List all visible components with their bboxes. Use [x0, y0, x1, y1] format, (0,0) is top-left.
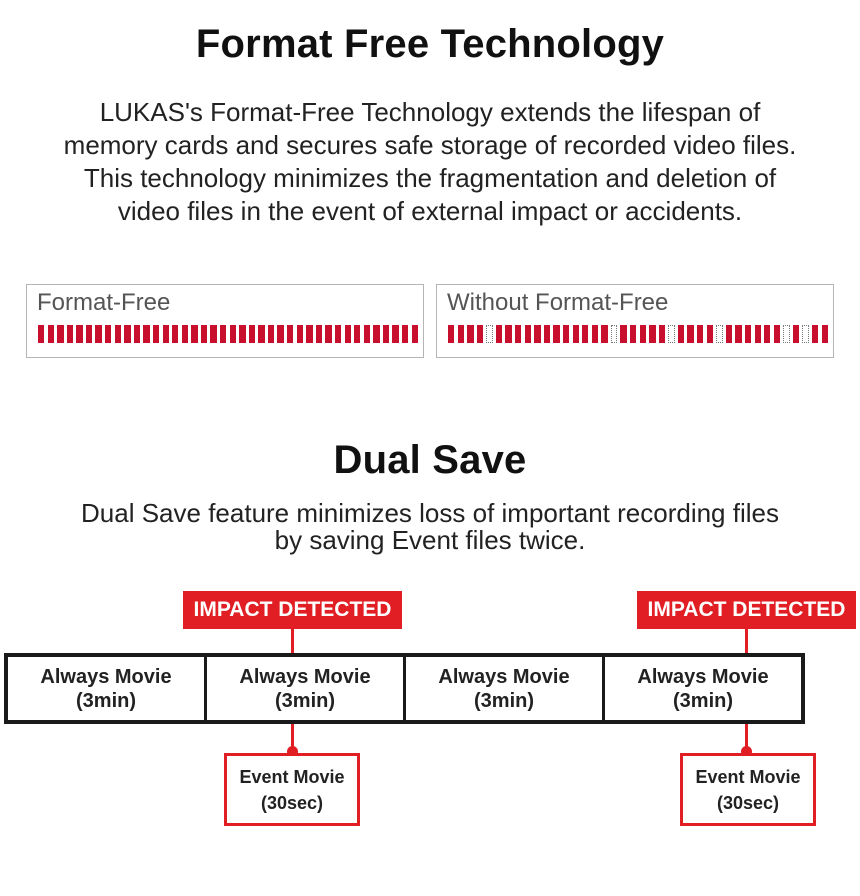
memory-segment [297, 325, 303, 343]
memory-segment [774, 325, 780, 343]
memory-segment [38, 325, 44, 343]
memory-segment [582, 325, 588, 343]
fragmented-segment [611, 325, 617, 343]
format-free-description-line: This technology minimizes the fragmentation and deletion of [83, 163, 777, 193]
memory-segment [392, 325, 398, 343]
memory-segment [563, 325, 569, 343]
memory-segment [697, 325, 703, 343]
timeline-segment [403, 657, 602, 720]
memory-segment [726, 325, 732, 343]
memory-segment [57, 325, 63, 343]
memory-segment [67, 325, 73, 343]
memory-segment [687, 325, 693, 343]
format-free-description-line: video files in the event of external impact or accidents. [117, 196, 743, 226]
memory-segment [258, 325, 264, 343]
memory-segment [306, 325, 312, 343]
memory-segment [76, 325, 82, 343]
memory-segment [182, 325, 188, 343]
memory-segment [210, 325, 216, 343]
format-free-description-line: LUKAS's Format-Free Technology extends the lifespan of [99, 97, 761, 127]
without-format-free-panel [436, 284, 834, 358]
memory-segment [124, 325, 130, 343]
memory-segment [364, 325, 370, 343]
event-movie-duration: (30sec) [260, 792, 324, 813]
memory-segment [153, 325, 159, 343]
memory-segment [335, 325, 341, 343]
timeline-segment-name: Always Movie [438, 665, 570, 688]
format-free-description [0, 96, 860, 228]
memory-segment [105, 325, 111, 343]
memory-segment [383, 325, 389, 343]
memory-segment [191, 325, 197, 343]
fragmented-segment [783, 325, 789, 343]
dual-save-description [0, 500, 860, 554]
memory-segment [505, 325, 511, 343]
timeline-segment-name: Always Movie [239, 665, 371, 688]
memory-segment [48, 325, 54, 343]
memory-segment [412, 325, 418, 343]
without-format-free-segment-bar [448, 325, 831, 343]
event-movie-name: Event Movie [695, 766, 801, 787]
memory-segment [249, 325, 255, 343]
timeline-segment-name: Always Movie [637, 665, 769, 688]
memory-segment [277, 325, 283, 343]
timeline-segment [602, 657, 801, 720]
timeline-segment-duration: (3min) [76, 689, 136, 712]
format-free-segment-bar [38, 325, 421, 343]
memory-segment [707, 325, 713, 343]
memory-segment [163, 325, 169, 343]
fragmented-segment [716, 325, 722, 343]
impact-connector-line [291, 629, 294, 653]
event-movie-box [224, 753, 360, 826]
memory-segment [143, 325, 149, 343]
dual-save-description-line: by saving Event files twice. [274, 525, 586, 555]
format-free-title: Format Free Technology [195, 22, 665, 66]
memory-segment [325, 325, 331, 343]
fragmented-segment [668, 325, 674, 343]
dual-save-description-line: Dual Save feature minimizes loss of important recording files [81, 498, 779, 528]
format-free-panel-label: Format-Free [37, 289, 171, 316]
format-free-panel [26, 284, 424, 358]
memory-segment [172, 325, 178, 343]
memory-segment [115, 325, 121, 343]
memory-segment [793, 325, 799, 343]
memory-segment [467, 325, 473, 343]
memory-segment [239, 325, 245, 343]
memory-segment [649, 325, 655, 343]
memory-segment [812, 325, 818, 343]
timeline-segment-duration: (3min) [673, 689, 733, 712]
event-movie-name: Event Movie [239, 766, 345, 787]
memory-segment [630, 325, 636, 343]
memory-segment [735, 325, 741, 343]
memory-segment [515, 325, 521, 343]
memory-segment [755, 325, 761, 343]
memory-segment [345, 325, 351, 343]
memory-segment [134, 325, 140, 343]
event-movie-duration: (30sec) [716, 792, 780, 813]
event-movie-box [680, 753, 816, 826]
memory-segment [620, 325, 626, 343]
memory-segment [477, 325, 483, 343]
fragmented-segment [802, 325, 808, 343]
impact-detected-tag: IMPACT DETECTED [183, 591, 402, 629]
memory-segment [601, 325, 607, 343]
impact-connector-line [745, 629, 748, 653]
without-format-free-panel-label: Without Format-Free [447, 289, 669, 316]
memory-segment [659, 325, 665, 343]
memory-segment [534, 325, 540, 343]
memory-segment [316, 325, 322, 343]
memory-segment [220, 325, 226, 343]
timeline-segment-name: Always Movie [40, 665, 172, 688]
timeline-segment-duration: (3min) [275, 689, 335, 712]
memory-segment [230, 325, 236, 343]
memory-segment [745, 325, 751, 343]
memory-segment [354, 325, 360, 343]
memory-segment [95, 325, 101, 343]
memory-segment [553, 325, 559, 343]
memory-segment [268, 325, 274, 343]
memory-segment [678, 325, 684, 343]
timeline-segment [204, 657, 403, 720]
memory-segment [496, 325, 502, 343]
timeline-segment [8, 657, 204, 720]
memory-segment [402, 325, 408, 343]
memory-segment [201, 325, 207, 343]
memory-segment [448, 325, 454, 343]
memory-segment [544, 325, 550, 343]
memory-segment [764, 325, 770, 343]
format-free-description-line: memory cards and secures safe storage of recorded video files. [63, 130, 797, 160]
memory-segment [640, 325, 646, 343]
impact-detected-tag: IMPACT DETECTED [637, 591, 856, 629]
timeline-segment-duration: (3min) [474, 689, 534, 712]
memory-segment [287, 325, 293, 343]
memory-segment [592, 325, 598, 343]
dual-save-title: Dual Save [333, 438, 527, 482]
fragmented-segment [486, 325, 492, 343]
memory-segment [373, 325, 379, 343]
memory-segment [86, 325, 92, 343]
memory-segment [573, 325, 579, 343]
recording-timeline [4, 653, 805, 724]
memory-segment [525, 325, 531, 343]
memory-segment [822, 325, 828, 343]
memory-segment [458, 325, 464, 343]
